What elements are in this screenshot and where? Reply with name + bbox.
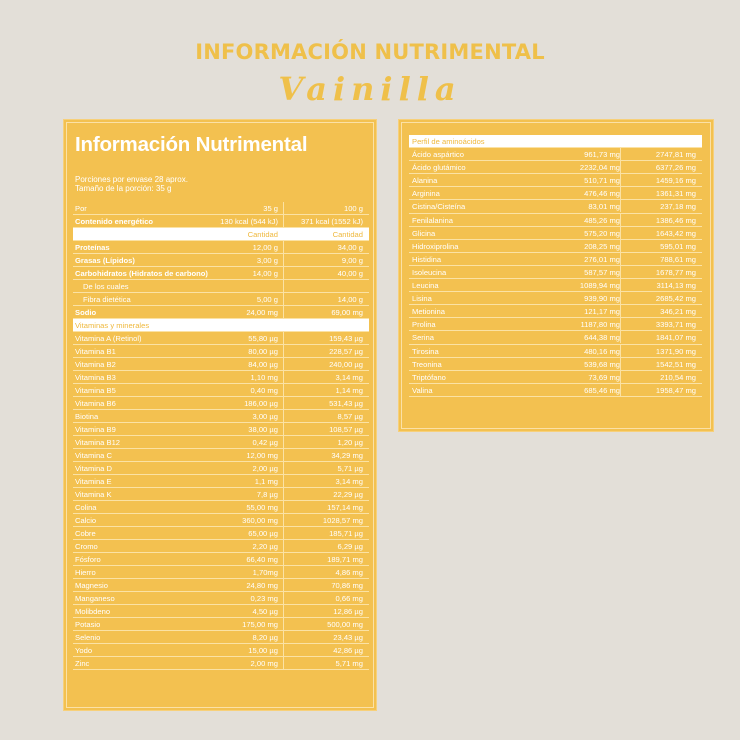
nutrient-label: Por bbox=[75, 204, 87, 213]
value-per-100g: 8,57 µg bbox=[337, 412, 363, 421]
amino-acid-header bbox=[409, 135, 702, 148]
amino-value-per-serving: 939,90 mg bbox=[584, 294, 620, 304]
amino-value-per-serving: 485,26 mg bbox=[584, 215, 620, 225]
amino-acid-label: Leucina bbox=[412, 281, 439, 291]
amino-acid-row bbox=[409, 266, 702, 279]
nutrition-row bbox=[73, 332, 369, 345]
nutrient-label: Vitamina K bbox=[75, 490, 112, 499]
amino-acid-label: Ácido glutámico bbox=[412, 163, 466, 173]
amino-acid-row bbox=[409, 253, 702, 266]
nutrition-row bbox=[73, 540, 369, 553]
amino-acid-label: Isoleucina bbox=[412, 267, 447, 277]
column-divider bbox=[620, 345, 621, 357]
nutrition-row bbox=[73, 592, 369, 605]
amino-value-per-100g: 1459,16 mg bbox=[655, 176, 696, 186]
nutrition-row bbox=[73, 423, 369, 436]
amino-acid-label: Metionina bbox=[412, 307, 445, 317]
column-divider bbox=[620, 240, 621, 252]
amino-acid-row bbox=[409, 174, 702, 187]
nutrient-label: Vitamina B3 bbox=[75, 373, 116, 382]
amino-acid-label: Prolina bbox=[412, 320, 436, 330]
column-divider bbox=[283, 358, 284, 370]
nutrient-label: Selenio bbox=[75, 633, 101, 642]
value-per-serving: 66,40 mg bbox=[246, 555, 278, 564]
amino-value-per-100g: 1371,90 mg bbox=[655, 346, 696, 356]
value-per-serving: 3,00 g bbox=[256, 256, 278, 265]
nutrient-label: Vitamina A (Retinol) bbox=[75, 334, 142, 343]
nutrient-label: Cobre bbox=[75, 529, 96, 538]
amino-value-per-serving: 587,57 mg bbox=[584, 267, 620, 277]
column-divider bbox=[620, 214, 621, 226]
column-divider bbox=[283, 280, 284, 292]
value-per-100g: 22,29 µg bbox=[333, 490, 363, 499]
nutrition-row bbox=[73, 566, 369, 579]
column-divider bbox=[283, 293, 284, 305]
column-divider bbox=[620, 253, 621, 265]
value-per-100g: 14,00 g bbox=[337, 295, 363, 304]
value-per-100g: 185,71 µg bbox=[329, 529, 363, 538]
value-per-serving: 2,20 µg bbox=[252, 542, 278, 551]
amino-value-per-serving: 539,68 mg bbox=[584, 359, 620, 369]
amino-value-per-100g: 1361,31 mg bbox=[655, 189, 696, 199]
amino-acid-row bbox=[409, 148, 702, 161]
amino-value-per-serving: 644,38 mg bbox=[584, 333, 620, 343]
nutrition-row bbox=[73, 553, 369, 566]
column-divider bbox=[283, 514, 284, 526]
value-per-100g: 23,43 µg bbox=[333, 633, 363, 642]
nutrition-row bbox=[73, 267, 369, 280]
value-per-100g: 5,71 µg bbox=[337, 464, 363, 473]
column-divider bbox=[283, 592, 284, 604]
column-divider bbox=[620, 305, 621, 317]
value-per-100g: 42,86 µg bbox=[333, 646, 363, 655]
value-per-100g: Cantidad bbox=[332, 230, 363, 239]
column-divider bbox=[283, 345, 284, 357]
nutrient-label: Yodo bbox=[75, 646, 93, 655]
amino-acid-label: Treonina bbox=[412, 359, 442, 369]
amino-acid-label: Arginina bbox=[412, 189, 440, 199]
amino-value-per-serving: 2232,04 mg bbox=[579, 163, 620, 173]
column-divider bbox=[283, 241, 284, 253]
value-per-serving: 24,00 mg bbox=[246, 308, 278, 317]
value-per-serving: 5,00 g bbox=[256, 295, 278, 304]
column-divider bbox=[283, 631, 284, 643]
column-divider bbox=[283, 527, 284, 539]
column-divider bbox=[620, 266, 621, 278]
value-per-100g: 40,00 g bbox=[337, 269, 363, 278]
value-per-serving: 1,1 mg bbox=[254, 477, 278, 486]
nutrition-row bbox=[73, 410, 369, 423]
column-divider bbox=[283, 644, 284, 656]
value-per-serving: 35 g bbox=[263, 204, 278, 213]
nutrition-row bbox=[73, 371, 369, 384]
value-per-serving: 55,00 mg bbox=[246, 503, 278, 512]
nutrient-label: Potasio bbox=[75, 620, 101, 629]
amino-acid-row bbox=[409, 240, 702, 253]
amino-value-per-serving: 208,25 mg bbox=[584, 241, 620, 251]
value-per-100g: 240,00 µg bbox=[329, 360, 363, 369]
amino-value-per-100g: 1841,07 mg bbox=[655, 333, 696, 343]
value-per-serving: 2,00 µg bbox=[252, 464, 278, 473]
column-divider bbox=[283, 384, 284, 396]
nutrition-row bbox=[73, 280, 369, 293]
column-divider bbox=[283, 410, 284, 422]
column-divider bbox=[283, 501, 284, 513]
value-per-serving: 130 kcal (544 kJ) bbox=[220, 217, 278, 226]
value-per-100g: 0,66 mg bbox=[335, 594, 363, 603]
value-per-serving: 0,23 mg bbox=[250, 594, 278, 603]
value-per-serving: 360,00 mg bbox=[242, 516, 278, 525]
nutrition-row bbox=[73, 462, 369, 475]
value-per-serving: 24,80 mg bbox=[246, 581, 278, 590]
value-per-serving: 65,00 µg bbox=[248, 529, 278, 538]
column-divider bbox=[620, 292, 621, 304]
amino-value-per-100g: 6377,26 mg bbox=[655, 163, 696, 173]
value-per-100g: 6,29 µg bbox=[337, 542, 363, 551]
nutrient-label: Calcio bbox=[75, 516, 97, 525]
nutrient-label: Vitamina B2 bbox=[75, 360, 116, 369]
value-per-serving: 1,10 mg bbox=[250, 373, 278, 382]
amino-value-per-serving: 510,71 mg bbox=[584, 176, 620, 186]
column-divider bbox=[283, 332, 284, 344]
column-divider bbox=[283, 540, 284, 552]
nutrient-label: Fibra dietética bbox=[83, 295, 131, 304]
value-per-serving: 175,00 mg bbox=[242, 620, 278, 629]
value-per-100g: 70,86 mg bbox=[331, 581, 363, 590]
nutrition-row bbox=[73, 488, 369, 501]
nutrient-label: Sodio bbox=[75, 308, 97, 317]
amino-value-per-100g: 210,54 mg bbox=[660, 372, 696, 382]
value-per-100g: 5,71 mg bbox=[335, 659, 363, 668]
nutrition-row bbox=[73, 241, 369, 254]
nutrient-label: Colina bbox=[75, 503, 97, 512]
amino-value-per-100g: 346,21 mg bbox=[660, 307, 696, 317]
serving-size: Tamaño de la porción: 35 g bbox=[75, 184, 172, 193]
column-divider bbox=[620, 148, 621, 160]
amino-value-per-100g: 1542,51 mg bbox=[655, 359, 696, 369]
nutrition-facts-panel bbox=[63, 119, 377, 711]
nutrition-row bbox=[73, 579, 369, 592]
amino-acid-label: Tirosina bbox=[412, 346, 439, 356]
column-divider bbox=[283, 267, 284, 279]
column-divider bbox=[283, 449, 284, 461]
amino-value-per-100g: 2747,81 mg bbox=[655, 150, 696, 160]
nutrition-row bbox=[73, 657, 369, 670]
nutrition-row bbox=[73, 319, 369, 332]
column-divider bbox=[620, 384, 621, 396]
amino-acid-panel bbox=[398, 119, 714, 432]
amino-value-per-100g: 1678,77 mg bbox=[655, 267, 696, 277]
column-divider bbox=[620, 331, 621, 343]
column-divider bbox=[620, 371, 621, 383]
nutrient-label: Vitaminas y minerales bbox=[75, 321, 150, 330]
amino-acid-row bbox=[409, 345, 702, 358]
amino-acid-row bbox=[409, 187, 702, 200]
nutrient-label: Fósforo bbox=[75, 555, 101, 564]
value-per-100g: 189,71 mg bbox=[327, 555, 363, 564]
column-divider bbox=[283, 215, 284, 227]
nutrient-label: De los cuales bbox=[83, 282, 129, 291]
amino-value-per-serving: 961,73 mg bbox=[584, 150, 620, 160]
nutrition-row bbox=[73, 618, 369, 631]
value-per-serving: 3,00 µg bbox=[252, 412, 278, 421]
nutrition-row bbox=[73, 384, 369, 397]
value-per-100g: 531,43 µg bbox=[329, 399, 363, 408]
amino-value-per-serving: 476,46 mg bbox=[584, 189, 620, 199]
value-per-serving: 12,00 g bbox=[252, 243, 278, 252]
value-per-serving: 4,50 µg bbox=[252, 607, 278, 616]
amino-acid-label: Valina bbox=[412, 385, 433, 395]
nutrient-label: Cromo bbox=[75, 542, 98, 551]
nutrient-label: Vitamina B9 bbox=[75, 425, 116, 434]
column-divider bbox=[620, 187, 621, 199]
amino-acid-row bbox=[409, 305, 702, 318]
value-per-100g: 100 g bbox=[343, 204, 363, 213]
nutrient-label: Magnesio bbox=[75, 581, 108, 590]
amino-value-per-100g: 3393,71 mg bbox=[655, 320, 696, 330]
amino-acid-row bbox=[409, 384, 702, 397]
nutrition-row bbox=[73, 345, 369, 358]
amino-acid-label: Fenilalanina bbox=[412, 215, 453, 225]
nutrition-row bbox=[73, 215, 369, 228]
amino-acid-label: Triptófano bbox=[412, 372, 446, 382]
value-per-serving: 84,00 µg bbox=[248, 360, 278, 369]
nutrient-label: Carbohidratos (Hidratos de carbono) bbox=[75, 269, 208, 278]
nutrient-label: Vitamina E bbox=[75, 477, 112, 486]
nutrition-row bbox=[73, 306, 369, 319]
value-per-100g: 3,14 mg bbox=[335, 373, 363, 382]
value-per-serving: 38,00 µg bbox=[248, 425, 278, 434]
amino-acid-label: Lisina bbox=[412, 294, 432, 304]
nutrition-row bbox=[73, 475, 369, 488]
amino-value-per-serving: 121,17 mg bbox=[584, 307, 620, 317]
amino-value-per-100g: 3114,13 mg bbox=[656, 281, 696, 291]
value-per-serving: 186,00 µg bbox=[244, 399, 278, 408]
value-per-100g: 108,57 µg bbox=[329, 425, 363, 434]
column-divider bbox=[283, 254, 284, 266]
nutrition-table bbox=[73, 202, 369, 670]
value-per-serving: 80,00 µg bbox=[248, 347, 278, 356]
amino-acid-label: Ácido aspártico bbox=[412, 150, 464, 160]
nutrient-label: Zinc bbox=[75, 659, 90, 668]
nutrition-row bbox=[73, 527, 369, 540]
amino-value-per-100g: 788,61 mg bbox=[660, 254, 696, 264]
column-divider bbox=[620, 318, 621, 330]
value-per-serving: 15,00 µg bbox=[248, 646, 278, 655]
column-divider bbox=[283, 475, 284, 487]
amino-acid-row bbox=[409, 227, 702, 240]
value-per-serving: 0,42 µg bbox=[252, 438, 278, 447]
value-per-serving: 8,20 µg bbox=[252, 633, 278, 642]
column-divider bbox=[283, 618, 284, 630]
value-per-100g: 9,00 g bbox=[341, 256, 363, 265]
amino-acid-label: Hidroxiprolina bbox=[412, 241, 459, 251]
amino-acid-row bbox=[409, 214, 702, 227]
nutrient-label: Vitamina B12 bbox=[75, 438, 121, 447]
amino-value-per-serving: 1089,94 mg bbox=[579, 281, 620, 291]
nutrition-row bbox=[73, 605, 369, 618]
nutrient-label: Molibdeno bbox=[75, 607, 111, 616]
nutrient-label: Manganeso bbox=[75, 594, 115, 603]
nutrition-row bbox=[73, 514, 369, 527]
amino-value-per-100g: 595,01 mg bbox=[660, 241, 696, 251]
nutrition-row bbox=[73, 358, 369, 371]
amino-value-per-serving: 575,20 mg bbox=[584, 228, 620, 238]
amino-acid-header-label: Perfil de aminoácidos bbox=[412, 137, 485, 146]
value-per-100g: 69,00 mg bbox=[331, 308, 363, 317]
value-per-serving: 1,70mg bbox=[252, 568, 278, 577]
nutrition-row bbox=[73, 449, 369, 462]
amino-acid-row bbox=[409, 358, 702, 371]
value-per-100g: 4,86 mg bbox=[335, 568, 363, 577]
amino-acid-label: Glicina bbox=[412, 228, 436, 238]
column-divider bbox=[283, 371, 284, 383]
amino-acid-label: Alanina bbox=[412, 176, 438, 186]
amino-value-per-serving: 1187,80 mg bbox=[580, 320, 620, 330]
value-per-serving: 55,80 µg bbox=[248, 334, 278, 343]
amino-value-per-serving: 685,46 mg bbox=[584, 385, 620, 395]
nutrient-label: Hierro bbox=[75, 568, 96, 577]
nutrient-label: Grasas (Lípidos) bbox=[75, 256, 135, 265]
column-divider bbox=[283, 436, 284, 448]
amino-value-per-serving: 480,16 mg bbox=[584, 346, 620, 356]
column-divider bbox=[283, 488, 284, 500]
nutrition-row bbox=[73, 228, 369, 241]
column-divider bbox=[620, 200, 621, 212]
value-per-serving: Cantidad bbox=[247, 230, 278, 239]
nutrition-row bbox=[73, 254, 369, 267]
value-per-100g: 1,20 µg bbox=[337, 438, 363, 447]
nutrition-row bbox=[73, 501, 369, 514]
amino-value-per-100g: 1958,47 mg bbox=[655, 385, 696, 395]
value-per-serving: 0,40 mg bbox=[250, 386, 278, 395]
value-per-serving: 7,8 µg bbox=[256, 490, 278, 499]
amino-value-per-serving: 83,01 mg bbox=[588, 202, 620, 212]
amino-value-per-100g: 1643,42 mg bbox=[655, 228, 696, 238]
nutrient-label: Vitamina D bbox=[75, 464, 113, 473]
nutrient-label: Vitamina C bbox=[75, 451, 113, 460]
value-per-100g: 12,86 µg bbox=[333, 607, 363, 616]
value-per-100g: 157,14 mg bbox=[327, 503, 363, 512]
value-per-serving: 14,00 g bbox=[252, 269, 278, 278]
column-divider bbox=[620, 358, 621, 370]
nutrition-row bbox=[73, 293, 369, 306]
nutrient-label: Vitamina B5 bbox=[75, 386, 116, 395]
value-per-100g: 228,57 µg bbox=[329, 347, 363, 356]
nutrition-row bbox=[73, 631, 369, 644]
column-divider bbox=[283, 306, 284, 318]
value-per-serving: 12,00 mg bbox=[246, 451, 278, 460]
amino-acid-row bbox=[409, 200, 702, 213]
value-per-100g: 3,14 mg bbox=[335, 477, 363, 486]
nutrient-label: Proteínas bbox=[75, 243, 110, 252]
nutrition-row bbox=[73, 202, 369, 215]
column-divider bbox=[283, 657, 284, 669]
column-divider bbox=[283, 397, 284, 409]
amino-value-per-serving: 276,01 mg bbox=[584, 254, 620, 264]
amino-value-per-100g: 1386,46 mg bbox=[655, 215, 696, 225]
amino-acid-row bbox=[409, 371, 702, 384]
column-divider bbox=[283, 462, 284, 474]
value-per-100g: 159,43 µg bbox=[329, 334, 363, 343]
column-divider bbox=[283, 423, 284, 435]
column-divider bbox=[283, 566, 284, 578]
value-per-100g: 34,29 mg bbox=[331, 451, 363, 460]
value-per-100g: 371 kcal (1552 kJ) bbox=[300, 217, 363, 226]
column-divider bbox=[283, 579, 284, 591]
value-per-serving: 2,00 mg bbox=[250, 659, 278, 668]
amino-acid-row bbox=[409, 331, 702, 344]
value-per-100g: 34,00 g bbox=[337, 243, 363, 252]
amino-acid-label: Cistina/Cisteína bbox=[412, 202, 466, 212]
value-per-100g: 500,00 mg bbox=[327, 620, 363, 629]
amino-value-per-serving: 73,69 mg bbox=[588, 372, 620, 382]
nutrition-row bbox=[73, 644, 369, 657]
amino-acid-row bbox=[409, 279, 702, 292]
flavor-title: Vainilla bbox=[278, 70, 462, 108]
column-divider bbox=[283, 202, 284, 214]
amino-acid-row bbox=[409, 161, 702, 174]
page-title: INFORMACIÓN NUTRIMENTAL bbox=[195, 40, 545, 64]
value-per-100g: 1,14 mg bbox=[335, 386, 363, 395]
nutrient-label: Contenido energético bbox=[75, 217, 154, 226]
amino-value-per-100g: 237,18 mg bbox=[660, 202, 696, 212]
column-divider bbox=[620, 161, 621, 173]
nutrient-label: Vitamina B6 bbox=[75, 399, 116, 408]
nutrient-label: Vitamina B1 bbox=[75, 347, 116, 356]
amino-acid-row bbox=[409, 318, 702, 331]
nutrient-label: Biotina bbox=[75, 412, 99, 421]
amino-acid-label: Serina bbox=[412, 333, 434, 343]
column-divider bbox=[620, 279, 621, 291]
nutrition-facts-title: Información Nutrimental bbox=[75, 133, 308, 156]
column-divider bbox=[620, 227, 621, 239]
column-divider bbox=[620, 174, 621, 186]
nutrition-row bbox=[73, 397, 369, 410]
column-divider bbox=[283, 605, 284, 617]
amino-acid-row bbox=[409, 292, 702, 305]
amino-acid-table bbox=[409, 135, 702, 397]
amino-value-per-100g: 2685,42 mg bbox=[655, 294, 696, 304]
nutrition-row bbox=[73, 436, 369, 449]
column-divider bbox=[283, 553, 284, 565]
servings-per-container: Porciones por envase 28 aprox. bbox=[75, 175, 188, 184]
value-per-100g: 1028,57 mg bbox=[322, 516, 363, 525]
amino-acid-label: Histidina bbox=[412, 254, 442, 264]
